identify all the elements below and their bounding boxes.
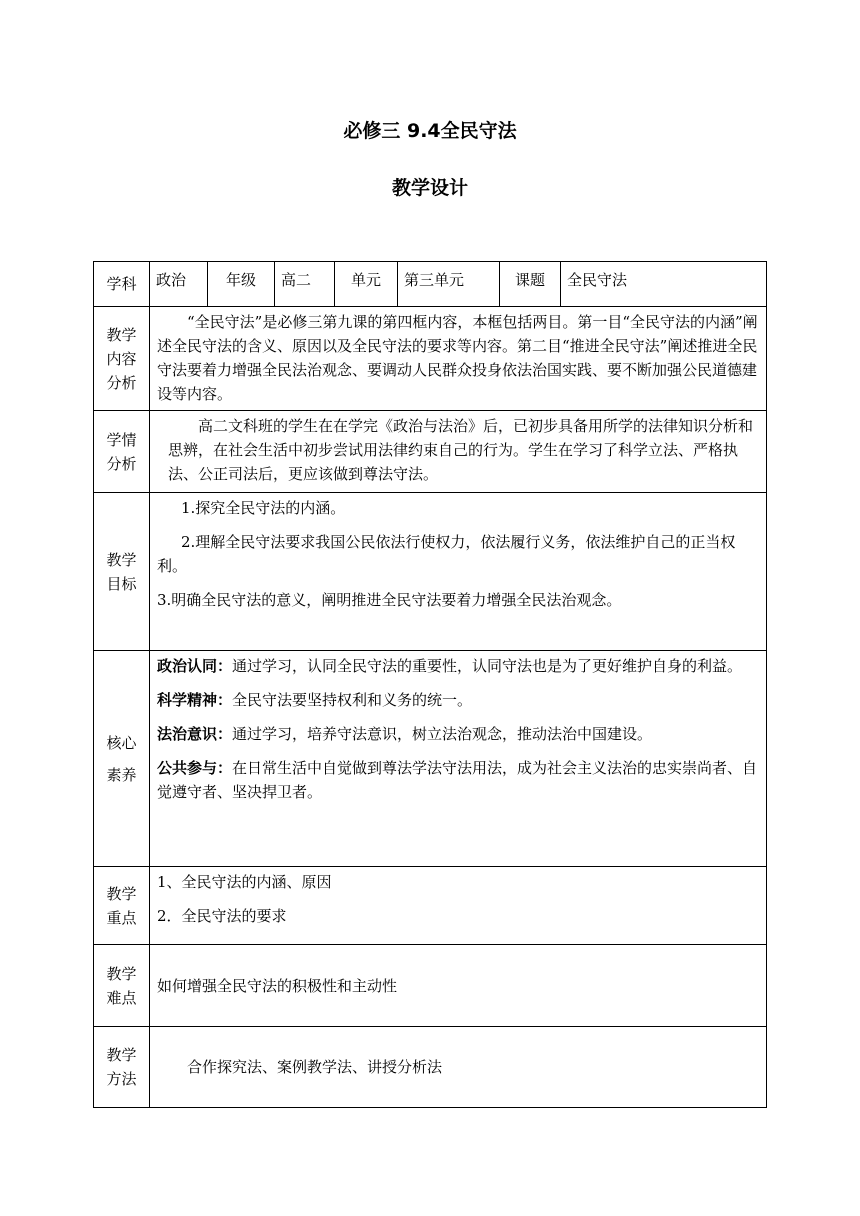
objectives-label (94, 493, 150, 651)
student-analysis-label (94, 411, 150, 493)
topic-value: 全民守法 (561, 262, 767, 307)
label-line: 教学 (106, 964, 137, 983)
core-literacy-row (94, 651, 767, 867)
literacy-text: 全民守法要坚持权利和义务的统一。 (232, 691, 473, 709)
literacy-key: 政治认同： (157, 657, 233, 675)
label-line: 方法 (106, 1070, 137, 1088)
lesson-plan-table (93, 261, 767, 1108)
difficulty-text: 如何增强全民守法的积极性和主动性 (157, 976, 398, 995)
literacy-item (157, 654, 759, 678)
subject-value: 政治 (150, 262, 208, 307)
label-line: 教学 (106, 325, 137, 344)
label-line: 分析 (106, 373, 137, 392)
label-line: 教学 (106, 1046, 137, 1064)
key-point-item: 1、全民守法的内涵、原因 (157, 873, 332, 891)
label-line: 分析 (106, 454, 137, 473)
unit-label: 单元 (335, 262, 398, 307)
label-line: 教学 (106, 550, 137, 569)
label-line: 素养 (106, 765, 137, 784)
label-line: 难点 (106, 988, 137, 1007)
objective-item: 2.理解全民守法要求我国公民依法行使权力，依法履行义务，依法维护自己的正当权利。 (157, 533, 736, 575)
literacy-key: 法治意识： (157, 725, 233, 743)
content-analysis-row (94, 307, 767, 411)
label-line: 教学 (106, 884, 137, 903)
label-line: 重点 (106, 908, 137, 927)
literacy-item (157, 722, 759, 746)
objective-item: 1.探究全民守法的内涵。 (181, 499, 346, 517)
label-line: 核心 (106, 733, 137, 752)
header-row (94, 262, 767, 307)
label-line: 目标 (106, 574, 137, 593)
methods-label (94, 1027, 150, 1108)
key-points-label (94, 867, 150, 945)
difficulties-row (94, 945, 767, 1027)
objective-item: 3.明确全民守法的意义，阐明推进全民守法要着力增强全民法治观念。 (157, 591, 622, 609)
student-analysis-row (94, 411, 767, 493)
document-subtitle: 教学设计 (391, 177, 468, 199)
methods-row (94, 1027, 767, 1108)
literacy-key: 公共参与： (157, 759, 233, 777)
literacy-key: 科学精神： (157, 691, 233, 709)
topic-label: 课题 (500, 262, 561, 307)
objectives-row (94, 493, 767, 651)
content-analysis-label (94, 307, 150, 411)
label-line: 学情 (106, 430, 137, 449)
core-literacy-label (94, 651, 150, 867)
literacy-item (157, 688, 759, 712)
literacy-text: 通过学习，认同全民守法的重要性，认同守法也是为了更好维护自身的利益。 (232, 657, 743, 675)
grade-label: 年级 (208, 262, 275, 307)
unit-value: 第三单元 (398, 262, 500, 307)
literacy-text: 通过学习，培养守法意识，树立法治观念，推动法治中国建设。 (232, 725, 653, 743)
student-analysis-text: 高二文科班的学生在在学完《政治与法治》后，已初步具备用所学的法律知识分析和思辨，在社会生活中初步尝试用法律约束自己的行为。学生在学习了科学立法、严格执法、公正司法后，更应该做到尊法守法。 (168, 417, 754, 483)
content-analysis-text: “全民守法”是必修三第九课的第四框内容，本框包括两目。第一目“全民守法的内涵”阐述全民守法的含义、原因以及全民守法的要求等内容。第二目“推进全民守法”阐述推进全民守法要着力增强全民法治观念、要调动人民群众投身依法治国实践、要不断加强公民道德建设等内容。 (157, 313, 758, 403)
key-point-item: 2．全民守法的要求 (157, 907, 287, 925)
document-title: 必修三 9.4全民守法 (343, 120, 517, 142)
literacy-text: 在日常生活中自觉做到尊法学法守法用法，成为社会主义法治的忠实崇尚者、自觉遵守者、坚决捍卫者。 (157, 759, 758, 801)
subject-label: 学科 (94, 262, 150, 307)
methods-text: 合作探究法、案例教学法、讲授分析法 (187, 1058, 443, 1076)
grade-value: 高二 (275, 262, 335, 307)
label-line: 内容 (106, 349, 137, 368)
difficulties-label (94, 945, 150, 1027)
literacy-item (157, 756, 759, 804)
key-points-row (94, 867, 767, 945)
